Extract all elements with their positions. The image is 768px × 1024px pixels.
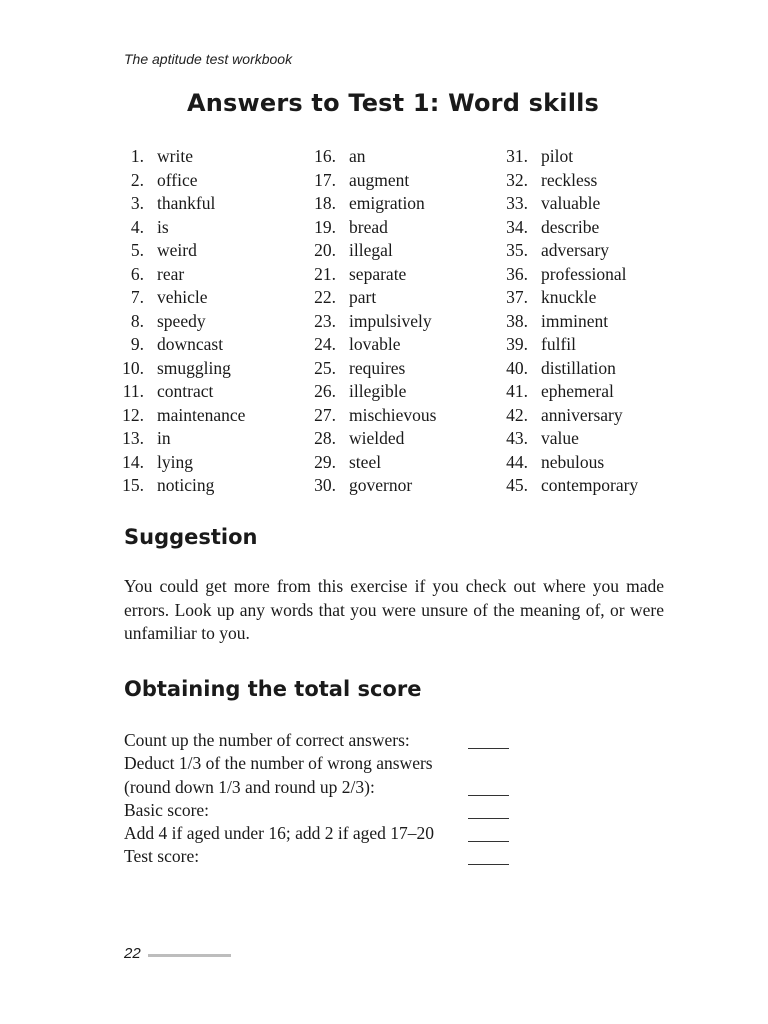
answer-number: 31. xyxy=(506,146,528,166)
answer-number: 17. xyxy=(314,169,336,190)
answer-item xyxy=(304,239,437,263)
score-step-label: Add 4 if aged under 16; add 2 if aged 17–20 xyxy=(124,823,435,844)
answer-item xyxy=(112,404,245,428)
answer-number: 11. xyxy=(122,381,144,401)
score-blank-line xyxy=(468,818,509,819)
answer-item xyxy=(112,169,245,193)
answer-number: 9. xyxy=(130,334,144,354)
answer-word: reckless xyxy=(541,169,598,190)
answer-item xyxy=(304,357,437,381)
suggestion-paragraph: You could get more from this exercise if you check out where you made errors. Look up any words that you were unsure of the meaning of, or were unfamiliar to you. xyxy=(124,576,664,643)
answer-word: wielded xyxy=(349,428,405,448)
answer-word: maintenance xyxy=(157,404,246,425)
answer-item xyxy=(304,380,437,404)
answer-word: noticing xyxy=(157,475,215,495)
answer-item xyxy=(304,286,437,310)
answer-word: value xyxy=(541,428,579,448)
answer-word: write xyxy=(157,146,193,166)
running-header: The aptitude test workbook xyxy=(124,51,293,67)
answer-number: 13. xyxy=(122,428,144,448)
answer-word: anniversary xyxy=(541,404,623,425)
answer-word: bread xyxy=(349,216,388,237)
answer-number: 21. xyxy=(314,263,336,284)
answer-number: 30. xyxy=(314,475,336,495)
answer-number: 12. xyxy=(122,404,144,425)
answer-number: 16. xyxy=(314,146,336,166)
answer-word: fulfil xyxy=(541,334,576,354)
answer-word: ephemeral xyxy=(541,381,614,401)
answer-item xyxy=(112,239,245,263)
answer-word: mischievous xyxy=(349,404,437,425)
answer-number: 40. xyxy=(506,357,528,378)
page-number: 22 xyxy=(124,945,141,962)
answer-word: adversary xyxy=(541,240,610,260)
answer-number: 10. xyxy=(122,357,144,378)
answer-word: in xyxy=(157,428,171,448)
answer-number: 27. xyxy=(314,404,336,425)
answer-number: 44. xyxy=(506,451,528,472)
answer-number: 8. xyxy=(130,310,144,331)
answer-word: thankful xyxy=(157,193,216,213)
score-step-rounding xyxy=(124,776,524,799)
score-step-label: Basic score: xyxy=(124,799,210,820)
answer-number: 34. xyxy=(506,216,528,237)
answer-number: 5. xyxy=(130,240,144,260)
answer-word: vehicle xyxy=(157,287,208,307)
answer-word: describe xyxy=(541,216,600,237)
answer-number: 7. xyxy=(130,287,144,307)
answer-item xyxy=(304,192,437,216)
answer-word: illegible xyxy=(349,381,407,401)
answer-word: separate xyxy=(349,263,407,284)
answer-item xyxy=(496,451,638,475)
answer-number: 38. xyxy=(506,310,528,331)
score-blank-line xyxy=(468,841,509,842)
score-blank-line xyxy=(468,864,509,865)
answer-word: rear xyxy=(157,263,185,284)
answer-item xyxy=(112,451,245,475)
answer-number: 42. xyxy=(506,404,528,425)
answer-item xyxy=(496,145,638,169)
answer-item xyxy=(112,474,245,498)
answer-word: weird xyxy=(157,240,197,260)
answer-item xyxy=(112,145,245,169)
answer-number: 15. xyxy=(122,475,144,495)
answer-item xyxy=(304,145,437,169)
answer-number: 24. xyxy=(314,334,336,354)
answer-item xyxy=(112,286,245,310)
answer-word: valuable xyxy=(541,193,601,213)
score-step-label: Deduct 1/3 of the number of wrong answers xyxy=(124,753,433,774)
answer-number: 33. xyxy=(506,193,528,213)
answer-word: contemporary xyxy=(541,475,639,495)
score-step-label: (round down 1/3 and round up 2/3): xyxy=(124,776,375,797)
score-step-basic-score xyxy=(124,799,524,822)
answer-item xyxy=(304,474,437,498)
answer-word: lying xyxy=(157,451,193,472)
answer-number: 23. xyxy=(314,310,336,331)
score-step-age-adjustment xyxy=(124,822,524,845)
answer-word: knuckle xyxy=(541,287,597,307)
answer-word: professional xyxy=(541,263,627,284)
answer-word: office xyxy=(157,169,198,190)
answer-item xyxy=(304,451,437,475)
answer-word: pilot xyxy=(541,146,574,166)
answer-item xyxy=(496,169,638,193)
answer-word: is xyxy=(157,216,169,237)
answer-word: lovable xyxy=(349,334,401,354)
answer-word: imminent xyxy=(541,310,609,331)
answer-word: augment xyxy=(349,169,410,190)
answer-number: 32. xyxy=(506,169,528,190)
answer-word: impulsively xyxy=(349,310,432,331)
answer-number: 19. xyxy=(314,216,336,237)
answer-item xyxy=(304,427,437,451)
score-step-label: Test score: xyxy=(124,846,200,867)
suggestion-heading: Suggestion xyxy=(124,525,258,549)
answer-item xyxy=(496,333,638,357)
score-step-deduct xyxy=(124,752,524,775)
answer-item xyxy=(304,333,437,357)
answer-number: 39. xyxy=(506,334,528,354)
answer-item xyxy=(496,427,638,451)
answer-number: 45. xyxy=(506,475,528,495)
score-step-correct-answers xyxy=(124,729,524,752)
answer-word: smuggling xyxy=(157,357,231,378)
answers-column-2 xyxy=(304,145,437,498)
answer-item xyxy=(112,310,245,334)
answer-item xyxy=(496,310,638,334)
score-blank-line xyxy=(468,795,509,796)
answer-item xyxy=(496,357,638,381)
answer-number: 29. xyxy=(314,451,336,472)
answer-number: 35. xyxy=(506,240,528,260)
answer-word: governor xyxy=(349,475,413,495)
answer-word: requires xyxy=(349,357,406,378)
score-steps xyxy=(124,729,524,869)
answer-item xyxy=(304,404,437,428)
score-step-label: Count up the number of correct answers: xyxy=(124,730,410,750)
answer-item xyxy=(304,216,437,240)
answer-item xyxy=(112,427,245,451)
answer-number: 1. xyxy=(130,146,144,166)
answer-number: 2. xyxy=(130,169,144,190)
answer-item xyxy=(496,263,638,287)
answers-column-3 xyxy=(496,145,638,498)
answer-word: nebulous xyxy=(541,451,605,472)
answer-item xyxy=(112,333,245,357)
answer-word: emigration xyxy=(349,193,425,213)
answer-word: steel xyxy=(349,451,382,472)
answer-item xyxy=(496,216,638,240)
score-step-test-score xyxy=(124,845,524,868)
answer-word: distillation xyxy=(541,357,616,378)
answer-word: part xyxy=(349,287,377,307)
answer-item xyxy=(112,192,245,216)
answer-number: 3. xyxy=(130,193,144,213)
answer-item xyxy=(496,192,638,216)
total-score-heading: Obtaining the total score xyxy=(124,677,422,701)
answer-item xyxy=(112,380,245,404)
answer-number: 4. xyxy=(130,216,144,237)
answer-word: illegal xyxy=(349,240,393,260)
answer-item xyxy=(112,357,245,381)
answer-number: 14. xyxy=(122,451,144,472)
answer-item xyxy=(496,380,638,404)
answer-number: 28. xyxy=(314,428,336,448)
answer-item xyxy=(496,239,638,263)
answer-item xyxy=(496,286,638,310)
answer-number: 22. xyxy=(314,287,336,307)
answer-number: 26. xyxy=(314,381,336,401)
score-blank-line xyxy=(468,748,509,749)
answer-number: 41. xyxy=(506,381,528,401)
answer-number: 18. xyxy=(314,193,336,213)
answer-number: 20. xyxy=(314,240,336,260)
answer-item xyxy=(304,169,437,193)
answer-number: 43. xyxy=(506,428,528,448)
answer-item xyxy=(496,474,638,498)
answers-column-1 xyxy=(112,145,245,498)
answer-number: 25. xyxy=(314,357,336,378)
answer-number: 6. xyxy=(130,263,144,284)
answer-word: an xyxy=(349,146,366,166)
answer-item xyxy=(112,263,245,287)
answer-word: speedy xyxy=(157,310,206,331)
answer-word: downcast xyxy=(157,334,224,354)
answer-number: 36. xyxy=(506,263,528,284)
answer-item xyxy=(496,404,638,428)
page-title: Answers to Test 1: Word skills xyxy=(186,89,600,117)
footer-rule xyxy=(148,954,231,957)
answer-word: contract xyxy=(157,381,214,401)
answer-item xyxy=(304,263,437,287)
answer-number: 37. xyxy=(506,287,528,307)
answer-item xyxy=(112,216,245,240)
answer-item xyxy=(304,310,437,334)
